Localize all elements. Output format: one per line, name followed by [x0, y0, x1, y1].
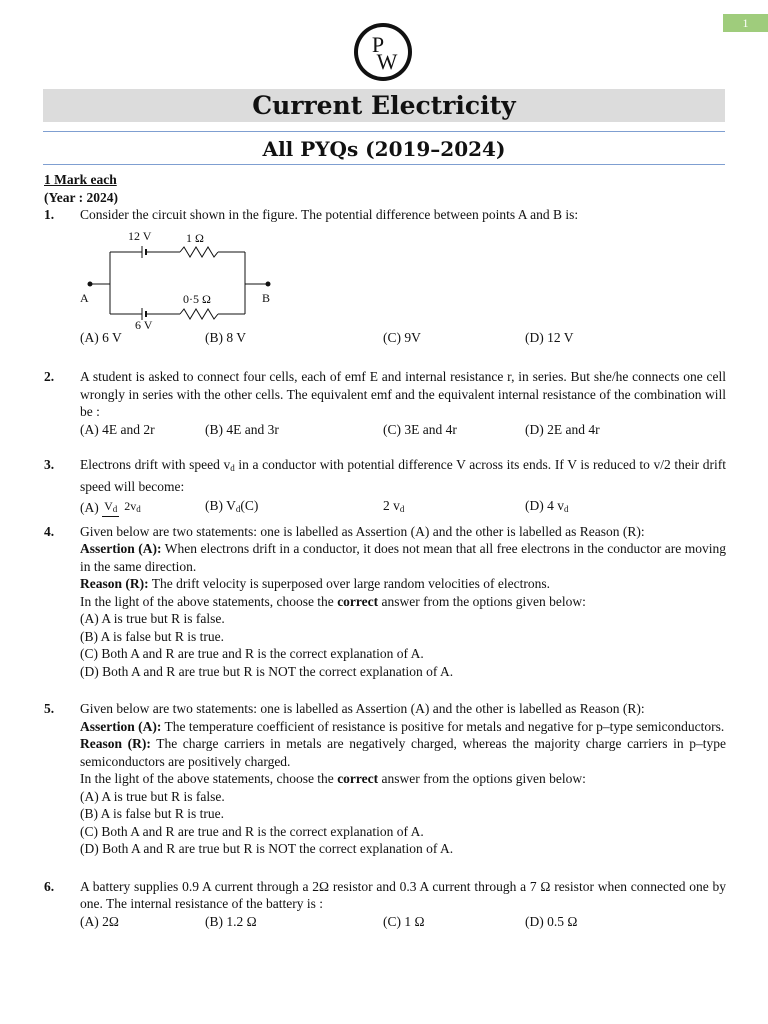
- question-3: [44, 456, 726, 519]
- page-title: Current Electricity: [43, 89, 725, 122]
- label-point-a: A: [80, 290, 89, 305]
- reason: Reason (R): The drift velocity is superposed over large random velocities of electrons.: [80, 576, 551, 591]
- option-d[interactable]: (D) 2E and 4r: [525, 421, 600, 437]
- option-a[interactable]: (A) 6 V: [80, 329, 122, 345]
- pw-logo-icon: [353, 22, 413, 82]
- question-4: [44, 523, 726, 681]
- question-number: 1.: [44, 207, 55, 222]
- subtitle-divider: [43, 164, 725, 165]
- option-b[interactable]: (B) A is false but R is true.: [80, 628, 224, 644]
- circuit-diagram: [80, 227, 280, 329]
- label-point-b: B: [262, 290, 271, 305]
- option-c[interactable]: 2 vd: [383, 498, 405, 514]
- options-row: [80, 421, 726, 439]
- question-number: 2.: [44, 369, 55, 384]
- reason: Reason (R): The charge carriers in metals are negatively charged, whereas the majority charge carriers in p–type semiconductors are positively charged.: [80, 736, 726, 769]
- option-d[interactable]: (D) 0.5 Ω: [525, 913, 578, 929]
- year-heading: (Year : 2024): [44, 189, 118, 205]
- question-text: Electrons drift with speed $v_d$ in a conductor with potential difference V across its ends. If V is reduced to v/2 their drift speed will become:: [80, 457, 726, 494]
- option-c[interactable]: (C) 3E and 4r: [383, 421, 457, 437]
- question-number: 6.: [44, 878, 55, 894]
- page-number: 1: [723, 14, 768, 32]
- label-1ohm: 1 Ω: [186, 230, 204, 245]
- option-b[interactable]: (B) Vd(C): [205, 498, 259, 514]
- svg-text:P: P: [371, 32, 385, 57]
- option-d[interactable]: (D) Both A and R are true but R is NOT the correct explanation of A.: [80, 841, 454, 856]
- option-a[interactable]: (A) 4E and 2r: [80, 421, 155, 437]
- svg-text:W: W: [376, 49, 398, 74]
- question-6: [44, 878, 726, 931]
- question-intro: Given below are two statements: one is labelled as Assertion (A) and the other is labelled as Reason (R):: [80, 523, 645, 539]
- question-1: [44, 206, 726, 346]
- option-a[interactable]: (A) 2Ω: [80, 913, 119, 929]
- label-half-ohm: 0·5 Ω: [183, 291, 211, 306]
- question-5: [44, 700, 726, 858]
- assertion: Assertion (A): The temperature coefficient of resistance is positive for metals and negative for p–type semiconductors.: [80, 718, 725, 734]
- page-subtitle: All PYQs (2019–2024): [262, 137, 506, 161]
- options-row: [80, 497, 726, 519]
- instruction: In the light of the above statements, choose the correct answer from the options given below:: [80, 593, 586, 609]
- assertion: Assertion (A): When electrons drift in a conductor, it does not mean that all free electrons in the conductor are moving in the same direction.: [80, 541, 726, 574]
- question-number: 3.: [44, 457, 55, 472]
- option-b[interactable]: (B) 4E and 3r: [205, 421, 279, 437]
- option-d[interactable]: (D) Both A and R are true but R is NOT the correct explanation of A.: [80, 663, 454, 679]
- option-b[interactable]: (B) 1.2 Ω: [205, 913, 257, 929]
- label-12v: 12 V: [128, 228, 152, 243]
- section-heading: 1 Mark each: [44, 172, 117, 187]
- question-text: A battery supplies 0.9 A current through a 2Ω resistor and 0.3 A current through a 7 Ω resistor when connected one by one. The internal resistance of the battery is :: [80, 878, 726, 911]
- title-divider: [43, 131, 725, 132]
- question-content: [44, 171, 726, 930]
- option-c[interactable]: (C) Both A and R are true and R is the correct explanation of A.: [80, 823, 424, 839]
- option-a[interactable]: (A) A is true but R is false.: [80, 611, 225, 626]
- question-number: 5.: [44, 701, 55, 716]
- label-6v: 6 V: [135, 317, 153, 329]
- option-b[interactable]: (B) A is false but R is true.: [80, 806, 224, 821]
- question-number: 4.: [44, 523, 55, 539]
- question-text: Consider the circuit shown in the figure. The potential difference between points A and B is:: [80, 207, 579, 222]
- option-d[interactable]: (D) 4 vd: [525, 498, 569, 514]
- options-row: [80, 913, 726, 931]
- option-a[interactable]: (A) A is true but R is false.: [80, 788, 225, 804]
- option-b[interactable]: (B) 8 V: [205, 329, 247, 345]
- option-d[interactable]: (D) 12 V: [525, 329, 574, 345]
- option-a[interactable]: (A) Vd 2vd: [80, 499, 205, 517]
- instruction: In the light of the above statements, choose the correct answer from the options given below:: [80, 771, 586, 786]
- option-c[interactable]: (C) 1 Ω: [383, 913, 425, 929]
- options-row: [80, 329, 726, 347]
- question-intro: Given below are two statements: one is labelled as Assertion (A) and the other is labelled as Reason (R):: [80, 701, 645, 716]
- fraction: Vd 2vd: [102, 500, 143, 517]
- question-text: A student is asked to connect four cells, each of emf E and internal resistance r, in series. But she/he connects one cell wrongly in series with the other cells. The equivalent emf and the equivalent internal resistance of the combination will be :: [80, 369, 726, 419]
- option-c[interactable]: (C) Both A and R are true and R is the correct explanation of A.: [80, 646, 424, 661]
- question-2: [44, 368, 726, 438]
- option-c[interactable]: (C) 9V: [383, 329, 421, 345]
